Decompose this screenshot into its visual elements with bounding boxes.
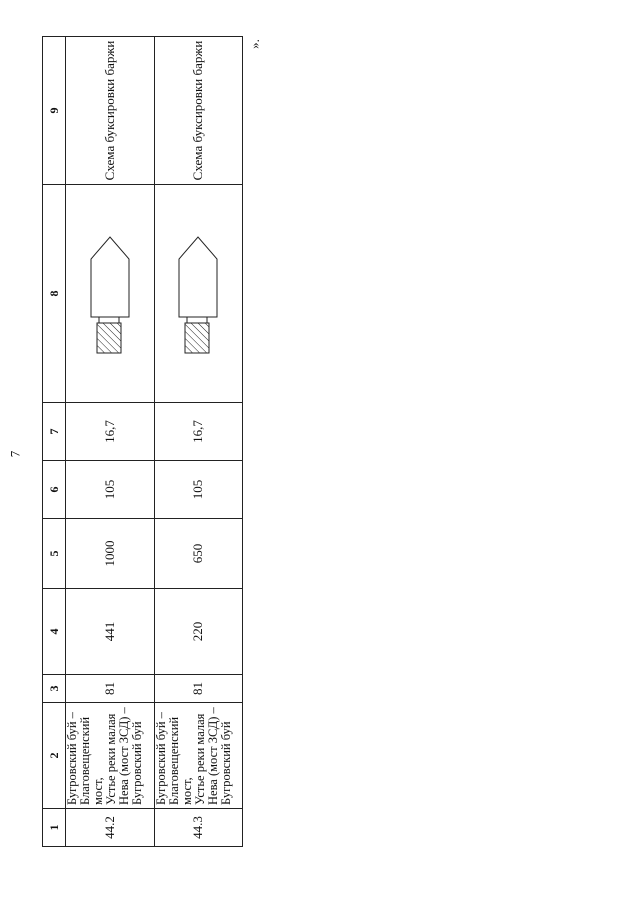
header-col-3: 3 xyxy=(43,675,66,703)
row-number: 44.3 xyxy=(154,809,243,847)
col6-value: 105 xyxy=(154,461,243,519)
header-col-2: 2 xyxy=(43,703,66,809)
barge-towing-diagram xyxy=(78,232,142,356)
route-line: Благовещенский xyxy=(78,716,92,805)
route-line: Бугровский буй xyxy=(218,721,233,805)
tug-connector xyxy=(99,318,119,324)
col7-value: 16,7 xyxy=(66,403,155,461)
route-line: мост, xyxy=(179,777,194,805)
col4-value: 441 xyxy=(66,589,155,675)
route-line: Устье реки малая xyxy=(192,713,207,805)
header-col-5: 5 xyxy=(43,519,66,589)
scheme-label: Схема буксировки баржи xyxy=(66,37,155,185)
header-row xyxy=(43,37,66,847)
header-col-9: 9 xyxy=(43,37,66,185)
route-line: Бугровский буй – xyxy=(65,712,79,805)
route-line: Нева (мост ЗСД) – xyxy=(205,707,220,805)
route-line: Благовещенский xyxy=(166,716,181,805)
barge-diagram-cell xyxy=(154,185,243,403)
rotated-table-wrapper xyxy=(42,37,243,847)
header-col-7: 7 xyxy=(43,403,66,461)
route-line: Нева (мост ЗСД) – xyxy=(117,707,131,805)
tug-hatched-block xyxy=(185,324,209,354)
tug-connector xyxy=(187,318,207,324)
col4-value: 220 xyxy=(154,589,243,675)
closing-quote: ». xyxy=(246,39,262,49)
col5-value: 650 xyxy=(154,519,243,589)
route-line: Бугровский буй – xyxy=(153,712,168,805)
header-col-8: 8 xyxy=(43,185,66,403)
row-number: 44.2 xyxy=(66,809,155,847)
col3-value: 81 xyxy=(66,675,155,703)
route-cell xyxy=(154,703,243,809)
header-col-4: 4 xyxy=(43,589,66,675)
route-line: Бугровский буй xyxy=(130,721,144,805)
barge-diagram-cell xyxy=(66,185,155,403)
route-cell xyxy=(66,703,155,809)
page-number: 7 xyxy=(7,450,23,458)
table-row xyxy=(154,37,243,847)
col5-value: 1000 xyxy=(66,519,155,589)
tug-hatched-block xyxy=(97,324,121,354)
col6-value: 105 xyxy=(66,461,155,519)
route-table xyxy=(42,36,243,847)
barge-hull xyxy=(91,238,129,318)
route-line: мост, xyxy=(91,777,105,805)
col7-value: 16,7 xyxy=(154,403,243,461)
header-col-1: 1 xyxy=(43,809,66,847)
table-row xyxy=(66,37,155,847)
scheme-label: Схема буксировки баржи xyxy=(154,37,243,185)
route-line: Устье реки малая xyxy=(104,713,118,805)
barge-hull xyxy=(179,238,217,318)
barge-towing-diagram xyxy=(166,232,230,356)
header-col-6: 6 xyxy=(43,461,66,519)
col3-value: 81 xyxy=(154,675,243,703)
